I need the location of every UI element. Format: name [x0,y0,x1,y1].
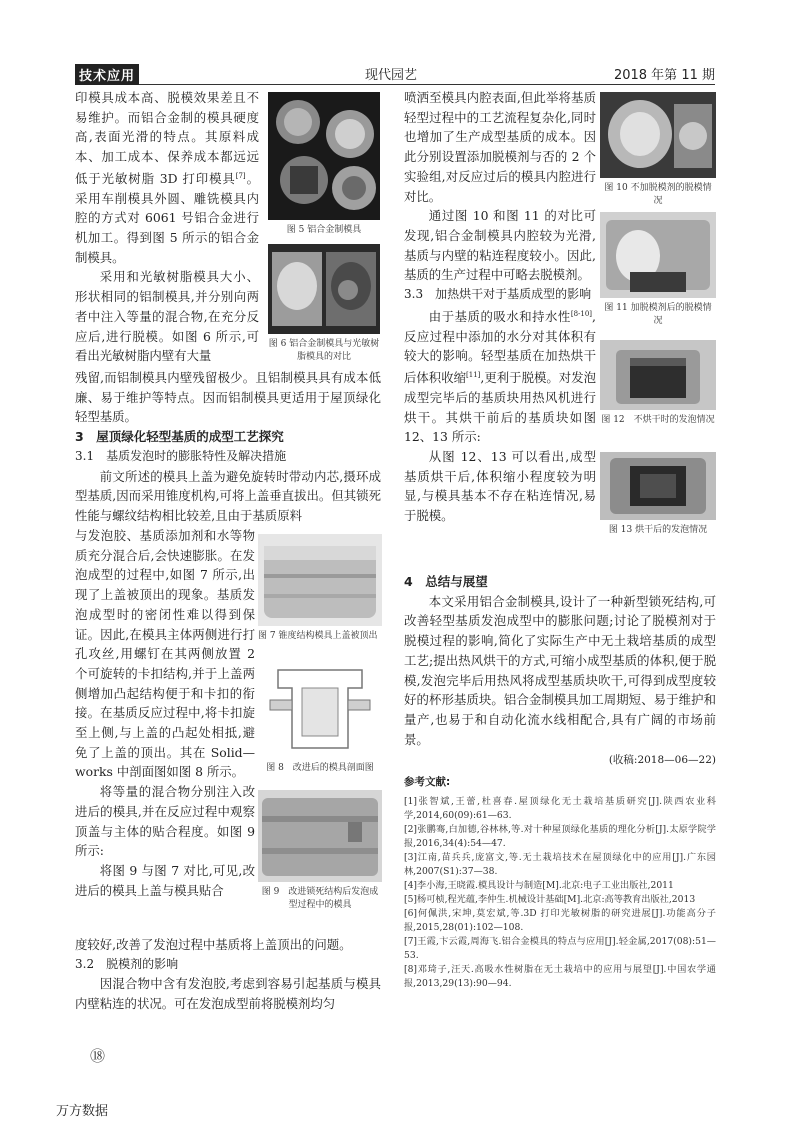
reference-item: [1]张智斌,王蕾,杜喜春.屋顶绿化无土栽培基质研究[J].陕西农业科学,2014,60(09):61—63. [404,795,716,821]
section-heading-4: 4 总结与展望 [404,574,488,589]
subsection-heading-3-1: 3.1 基质发泡时的膨胀特性及解决措施 [75,448,287,463]
figure-6 [268,244,380,364]
page-header [75,62,715,85]
footer-watermark: 万方数据 [56,1104,109,1119]
figure-10 [600,92,716,208]
header-section-label: 技术应用 [75,64,139,85]
paragraph-expansion-detail: 与发泡胶、基质添加剂和水等物质充分混合后,会快速膨胀。在发泡成型的过程中,如图 7 所示,出现了上盖被顶出的现象。基质发泡成型时的密闭性难以得到保证。因此,在模具主体两侧进行打孔攻丝,用螺钉在其两侧放置 2 个可旋转的卡扣结构,并于上盖两侧增加凸起结构便于和卡扣的衔接。在基质反应过程中,将卡扣旋至上侧,与上盖的凸起处相抵,避免了上盖的顶出。其在 Solid—works 中剖面图如图 8 所示。 [75,528,255,780]
right-column-main [404,572,716,991]
figure-9-photo [258,790,382,882]
paragraph-expansion-intro: 前文所述的模具上盖为避免旋转时带动内芯,摄环成型基质,因而采用锥度机构,可将上盖垂直拔出。但其锁死性能与螺纹结构相比较差,且由于基质原料 [75,468,381,523]
figure-11 [600,212,716,328]
header-journal-name: 现代园艺 [365,68,418,83]
figure-6-photo [268,244,380,334]
figure-13-photo [600,452,716,520]
reference-item: [5]杨可桢,程光蕴,李仲生.机械设计基础[M].北京:高等教育出版社,2013 [404,893,696,905]
references-heading: 参考文献: [404,776,451,789]
paragraph-drying-result: 从图 12、13 可以看出,成型基质烘干后,体积缩小程度较为明显,与模具基本不存在粘连情况,易于脱模。 [404,448,596,524]
figure-12 [600,340,716,427]
paragraph-fig9-compare-start: 将图 9 与图 7 对比,可见,改进后的模具上盖与模具贴合 [75,862,255,898]
figure-10-caption: 图 10 不加脱模剂的脱模情况 [604,183,712,206]
figure-8 [258,660,382,775]
paragraph-drying: 由于基质的吸水和持水性[8-10],反应过程中添加的水分对其体积有较大的影响。轻型基质在加热烘干后体积收缩[11],更利于脱模。对发泡成型完毕后的基质块用热风机进行烘干。其烘干前后的基质块如图 12、13 所示: [404,308,596,445]
figure-13-caption: 图 13 烘干后的发泡情况 [608,525,708,535]
figure-7-caption: 图 7 锥度结构模具上盖被顶出 [258,631,378,641]
figure-12-photo [600,340,716,410]
reference-item: [6]何佩洪,宋坤,莫宏斌,等.3D 打印光敏树脂的研究进展[J].功能高分子报,2015,28(01):102—108. [404,907,716,933]
paragraph-fig9-compare-end: 度较好,改善了发泡过程中基质将上盖顶出的问题。 [75,937,352,952]
references-list [404,795,716,991]
figure-11-caption: 图 11 加脱模剂后的脱模情况 [604,303,712,326]
figure-6-caption: 图 6 铝合金制模具与光敏树脂模具的对比 [268,339,380,362]
figure-7-photo [258,534,382,626]
page-number: ⑱ [90,1047,106,1065]
figure-10-photo [600,92,716,178]
subsection-heading-3-3: 3.3 加热烘干对于基质成型的影响 [404,287,592,302]
figure-5-caption: 图 5 铝合金制模具 [286,225,362,235]
reference-item: [4]李小海,王晓霞.模具设计与制造[M].北京:电子工业出版社,2011 [404,879,674,891]
paragraph-conclusion: 本文采用铝合金制模具,设计了一种新型锁死结构,可改善轻型基质发泡成型中的膨胀问题;讨论了脱模剂对于脱模过程的影响,简化了实际生产中无土栽培基质的成型工艺;提出热风烘干的方式,可缩小成型基质的体积,便于脱模,发泡完毕后用热风将成型基质块吹干,可得到成型度较好的杯形基质块。铝合金制模具加工周期短、易于维护和量产,也易于和自动化流水线相配合,具有广阔的市场前景。 [404,593,716,747]
paragraph-release-agent: 因混合物中含有发泡胶,考虑到容易引起基质与模具内壁粘连的状况。可在发泡成型前将脱模剂均匀 [75,976,381,1012]
header-issue: 2018 年第 11 期 [613,68,715,83]
left-column-main [75,368,381,526]
subsection-heading-3-2: 3.2 脱模剂的影响 [75,956,179,971]
figure-8-caption: 图 8 改进后的模具剖面图 [266,763,374,773]
reference-item: [7]王霞,卞云霞,周海飞.铝合金模具的特点与应用[J].轻金属,2017(08):51—53. [404,935,716,961]
left-column-top [75,88,259,366]
figure-5 [268,92,380,237]
left-column-narrow [75,526,255,900]
paragraph-mold-comparison-end: 残留,而铝制模具内壁残留极少。且铝制模具具有成本低廉、易于维护等特点。因而铝制模具更适用于屋顶绿化轻型基质。 [75,370,381,425]
paragraph-mold-comparison-start: 采用和光敏树脂模具大小、形状相同的铝制模具,并分别向两者中注入等量的混合物,在充分反应后,进行脱模。如图 6 所示,可看出光敏树脂内壁有大量 [75,269,259,364]
right-column-narrow [404,88,596,526]
paragraph-release-agent-cont: 喷洒至模具内腔表面,但此举将基质轻型过程中的工艺流程复杂化,同时也增加了生产成型基质的成本。因此分别设置添加脱模剂与否的 2 个实验组,对反应过后的模具内腔进行对比。 [404,90,596,204]
figure-8-drawing [258,660,382,758]
paragraph-fig10-11-compare: 通过图 10 和图 11 的对比可发现,铝合金制模具内腔较为光滑,基质与内壁的粘连程度较小。因此,基质的生产过程中可略去脱模剂。 [404,208,596,283]
received-date: (收稿:2018—06—22) [608,754,716,767]
figure-11-photo [600,212,716,298]
reference-item: [8]邓琦子,汪天.高吸水性树脂在无土栽培中的应用与展望[J].中国农学通报,2013,29(13):90—94. [404,963,716,989]
figure-9 [258,790,382,912]
paragraph-fig9-intro: 将等量的混合物分别注入改进后的模具,并在反应过程中观察顶盖与主体的贴合程度。如图 9 所示: [75,784,255,859]
figure-5-photo [268,92,380,220]
paragraph-aluminum-mold: 印模具成本高、脱模效果差且不易维护。而铝合金制的模具硬度高,表面光滑的特点。其原料成本、加工成本、保养成本都远远低于光敏树脂 3D 打印模具[7]。采用车削模具外圆、雕铣模具内腔的方式对 6061 号铝合金进行机加工。得到图 5 所示的铝合金制模具。 [75,90,259,265]
figure-12-caption: 图 12 不烘干时的发泡情况 [601,415,715,425]
reference-item: [2]张鹏骞,白加德,谷林林,等.对十种屋顶绿化基质的理化分析[J].太原学院学报,2016,34(4):54—47. [404,823,716,849]
figure-9-caption: 图 9 改进锁死结构后发泡成型过程中的模具 [261,887,379,910]
figure-13 [600,452,716,537]
reference-item: [3]江南,苗兵兵,庞富文,等.无土栽培技术在屋顶绿化中的应用[J].广东园林,2007(S1):37—38. [404,851,716,877]
section-heading-3: 3 屋顶绿化轻型基质的成型工艺探究 [75,429,284,445]
left-column-bottom [75,935,381,1014]
figure-7 [258,534,382,643]
